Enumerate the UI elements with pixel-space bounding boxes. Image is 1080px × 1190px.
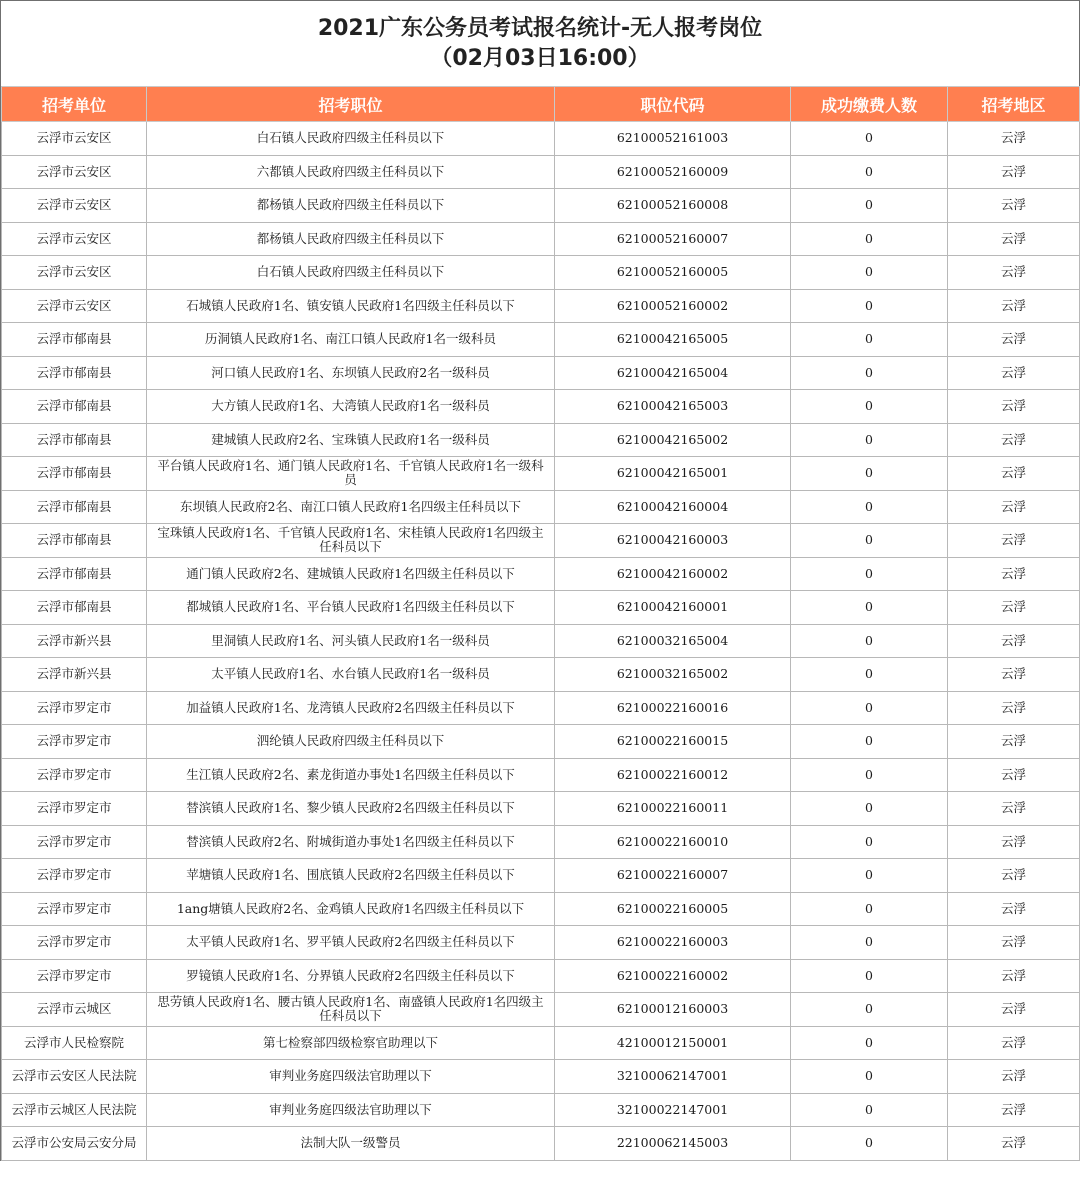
unit-cell: 云浮市云安区 xyxy=(2,189,147,223)
region-cell: 云浮 xyxy=(948,356,1080,390)
paid-count-cell: 0 xyxy=(791,256,948,290)
region-cell: 云浮 xyxy=(948,859,1080,893)
column-header-unit: 招考单位 xyxy=(2,87,147,122)
unit-cell: 云浮市云安区 xyxy=(2,256,147,290)
paid-count-cell: 0 xyxy=(791,1026,948,1060)
table-row xyxy=(2,323,1080,357)
code-cell: 22100062145003 xyxy=(555,1127,791,1161)
paid-count-cell: 0 xyxy=(791,189,948,223)
code-cell: 32100022147001 xyxy=(555,1093,791,1127)
position-cell: 太平镇人民政府1名、水台镇人民政府1名一级科员 xyxy=(147,658,555,692)
table-row xyxy=(2,356,1080,390)
paid-count-cell: 0 xyxy=(791,557,948,591)
unit-cell: 云浮市罗定市 xyxy=(2,725,147,759)
position-cell: 第七检察部四级检察官助理以下 xyxy=(147,1026,555,1060)
column-header-code: 职位代码 xyxy=(555,87,791,122)
paid-count-cell: 0 xyxy=(791,457,948,491)
table-row xyxy=(2,758,1080,792)
table-row xyxy=(2,624,1080,658)
table-row xyxy=(2,993,1080,1027)
unit-cell: 云浮市新兴县 xyxy=(2,624,147,658)
code-cell: 62100032165004 xyxy=(555,624,791,658)
unit-cell: 云浮市郁南县 xyxy=(2,591,147,625)
code-cell: 62100042165003 xyxy=(555,390,791,424)
table-row xyxy=(2,959,1080,993)
position-cell: 都杨镇人民政府四级主任科员以下 xyxy=(147,222,555,256)
position-cell: 石城镇人民政府1名、镇安镇人民政府1名四级主任科员以下 xyxy=(147,289,555,323)
unit-cell: 云浮市郁南县 xyxy=(2,490,147,524)
table-row xyxy=(2,658,1080,692)
code-cell: 62100032165002 xyxy=(555,658,791,692)
paid-count-cell: 0 xyxy=(791,926,948,960)
unit-cell: 云浮市云安区 xyxy=(2,122,147,156)
column-header-region: 招考地区 xyxy=(948,87,1080,122)
position-cell: 通门镇人民政府2名、建城镇人民政府1名四级主任科员以下 xyxy=(147,557,555,591)
region-cell: 云浮 xyxy=(948,691,1080,725)
code-cell: 62100052160005 xyxy=(555,256,791,290)
region-cell: 云浮 xyxy=(948,624,1080,658)
paid-count-cell: 0 xyxy=(791,624,948,658)
position-cell: 苹塘镇人民政府1名、围底镇人民政府2名四级主任科员以下 xyxy=(147,859,555,893)
region-cell: 云浮 xyxy=(948,289,1080,323)
unit-cell: 云浮市郁南县 xyxy=(2,524,147,558)
region-cell: 云浮 xyxy=(948,658,1080,692)
position-cell: 泗纶镇人民政府四级主任科员以下 xyxy=(147,725,555,759)
unit-cell: 云浮市罗定市 xyxy=(2,859,147,893)
region-cell: 云浮 xyxy=(948,825,1080,859)
region-cell: 云浮 xyxy=(948,457,1080,491)
unit-cell: 云浮市罗定市 xyxy=(2,758,147,792)
paid-count-cell: 0 xyxy=(791,725,948,759)
position-cell: 六都镇人民政府四级主任科员以下 xyxy=(147,155,555,189)
paid-count-cell: 0 xyxy=(791,323,948,357)
code-cell: 62100042160002 xyxy=(555,557,791,591)
code-cell: 42100012150001 xyxy=(555,1026,791,1060)
table-row xyxy=(2,892,1080,926)
code-cell: 62100042160003 xyxy=(555,524,791,558)
region-cell: 云浮 xyxy=(948,323,1080,357)
table-row xyxy=(2,155,1080,189)
position-cell: 生江镇人民政府2名、素龙街道办事处1名四级主任科员以下 xyxy=(147,758,555,792)
page-subtitle: （02月03日16:00） xyxy=(430,45,650,71)
code-cell: 62100052160009 xyxy=(555,155,791,189)
code-cell: 62100022160011 xyxy=(555,792,791,826)
paid-count-cell: 0 xyxy=(791,993,948,1027)
table-row xyxy=(2,691,1080,725)
paid-count-cell: 0 xyxy=(791,222,948,256)
paid-count-cell: 0 xyxy=(791,122,948,156)
unit-cell: 云浮市郁南县 xyxy=(2,390,147,424)
code-cell: 62100042165002 xyxy=(555,423,791,457)
paid-count-cell: 0 xyxy=(791,490,948,524)
position-cell: 审判业务庭四级法官助理以下 xyxy=(147,1060,555,1094)
region-cell: 云浮 xyxy=(948,1060,1080,1094)
paid-count-cell: 0 xyxy=(791,1060,948,1094)
paid-count-cell: 0 xyxy=(791,390,948,424)
paid-count-cell: 0 xyxy=(791,356,948,390)
position-cell: 思劳镇人民政府1名、腰古镇人民政府1名、南盛镇人民政府1名四级主任科员以下 xyxy=(147,993,555,1027)
region-cell: 云浮 xyxy=(948,122,1080,156)
region-cell: 云浮 xyxy=(948,390,1080,424)
code-cell: 62100042160001 xyxy=(555,591,791,625)
code-cell: 62100022160003 xyxy=(555,926,791,960)
paid-count-cell: 0 xyxy=(791,591,948,625)
paid-count-cell: 0 xyxy=(791,658,948,692)
region-cell: 云浮 xyxy=(948,959,1080,993)
header-row xyxy=(2,87,1080,122)
table-row xyxy=(2,122,1080,156)
position-cell: 替滨镇人民政府2名、附城街道办事处1名四级主任科员以下 xyxy=(147,825,555,859)
table-row xyxy=(2,825,1080,859)
position-cell: 大方镇人民政府1名、大湾镇人民政府1名一级科员 xyxy=(147,390,555,424)
position-cell: 替滨镇人民政府1名、黎少镇人民政府2名四级主任科员以下 xyxy=(147,792,555,826)
table-row xyxy=(2,490,1080,524)
table-row xyxy=(2,457,1080,491)
table-row xyxy=(2,222,1080,256)
code-cell: 62100022160016 xyxy=(555,691,791,725)
code-cell: 62100042160004 xyxy=(555,490,791,524)
code-cell: 62100022160012 xyxy=(555,758,791,792)
paid-count-cell: 0 xyxy=(791,792,948,826)
unit-cell: 云浮市罗定市 xyxy=(2,691,147,725)
unit-cell: 云浮市罗定市 xyxy=(2,825,147,859)
position-cell: 河口镇人民政府1名、东坝镇人民政府2名一级科员 xyxy=(147,356,555,390)
code-cell: 62100052160007 xyxy=(555,222,791,256)
code-cell: 62100042165004 xyxy=(555,356,791,390)
position-cell: 历洞镇人民政府1名、南江口镇人民政府1名一级科员 xyxy=(147,323,555,357)
position-cell: 罗镜镇人民政府1名、分界镇人民政府2名四级主任科员以下 xyxy=(147,959,555,993)
code-cell: 62100022160015 xyxy=(555,725,791,759)
page-title: 2021广东公务员考试报名统计-无人报考岗位 xyxy=(317,15,763,41)
region-cell: 云浮 xyxy=(948,1127,1080,1161)
title-block xyxy=(1,0,1079,86)
unit-cell: 云浮市云安区 xyxy=(2,289,147,323)
paid-count-cell: 0 xyxy=(791,1093,948,1127)
region-cell: 云浮 xyxy=(948,524,1080,558)
unit-cell: 云浮市罗定市 xyxy=(2,959,147,993)
table-row xyxy=(2,189,1080,223)
column-header-position: 招考职位 xyxy=(147,87,555,122)
vacancy-table xyxy=(1,86,1080,1161)
region-cell: 云浮 xyxy=(948,993,1080,1027)
paid-count-cell: 0 xyxy=(791,524,948,558)
region-cell: 云浮 xyxy=(948,926,1080,960)
unit-cell: 云浮市云城区人民法院 xyxy=(2,1093,147,1127)
table-row xyxy=(2,792,1080,826)
paid-count-cell: 0 xyxy=(791,1127,948,1161)
code-cell: 62100022160002 xyxy=(555,959,791,993)
paid-count-cell: 0 xyxy=(791,758,948,792)
region-cell: 云浮 xyxy=(948,792,1080,826)
region-cell: 云浮 xyxy=(948,1026,1080,1060)
position-cell: 法制大队一级警员 xyxy=(147,1127,555,1161)
paid-count-cell: 0 xyxy=(791,825,948,859)
unit-cell: 云浮市罗定市 xyxy=(2,926,147,960)
table-row xyxy=(2,1026,1080,1060)
unit-cell: 云浮市公安局云安分局 xyxy=(2,1127,147,1161)
table-row xyxy=(2,725,1080,759)
code-cell: 62100022160010 xyxy=(555,825,791,859)
position-cell: 平台镇人民政府1名、通门镇人民政府1名、千官镇人民政府1名一级科员 xyxy=(147,457,555,491)
unit-cell: 云浮市云安区 xyxy=(2,155,147,189)
paid-count-cell: 0 xyxy=(791,959,948,993)
unit-cell: 云浮市郁南县 xyxy=(2,323,147,357)
unit-cell: 云浮市云安区 xyxy=(2,222,147,256)
unit-cell: 云浮市新兴县 xyxy=(2,658,147,692)
unit-cell: 云浮市罗定市 xyxy=(2,792,147,826)
region-cell: 云浮 xyxy=(948,189,1080,223)
table-row xyxy=(2,390,1080,424)
paid-count-cell: 0 xyxy=(791,892,948,926)
region-cell: 云浮 xyxy=(948,490,1080,524)
position-cell: 建城镇人民政府2名、宝珠镇人民政府1名一级科员 xyxy=(147,423,555,457)
table-row xyxy=(2,423,1080,457)
table-row xyxy=(2,524,1080,558)
position-cell: 审判业务庭四级法官助理以下 xyxy=(147,1093,555,1127)
paid-count-cell: 0 xyxy=(791,289,948,323)
region-cell: 云浮 xyxy=(948,892,1080,926)
position-cell: 东坝镇人民政府2名、南江口镇人民政府1名四级主任科员以下 xyxy=(147,490,555,524)
table-row xyxy=(2,1127,1080,1161)
position-cell: 都城镇人民政府1名、平台镇人民政府1名四级主任科员以下 xyxy=(147,591,555,625)
code-cell: 62100052160002 xyxy=(555,289,791,323)
region-cell: 云浮 xyxy=(948,256,1080,290)
region-cell: 云浮 xyxy=(948,725,1080,759)
position-cell: 白石镇人民政府四级主任科员以下 xyxy=(147,122,555,156)
paid-count-cell: 0 xyxy=(791,691,948,725)
table-row xyxy=(2,256,1080,290)
table-row xyxy=(2,1093,1080,1127)
paid-count-cell: 0 xyxy=(791,859,948,893)
unit-cell: 云浮市郁南县 xyxy=(2,457,147,491)
code-cell: 62100022160005 xyxy=(555,892,791,926)
position-cell: 太平镇人民政府1名、罗平镇人民政府2名四级主任科员以下 xyxy=(147,926,555,960)
unit-cell: 云浮市郁南县 xyxy=(2,423,147,457)
unit-cell: 云浮市云安区人民法院 xyxy=(2,1060,147,1094)
position-cell: 加益镇人民政府1名、龙湾镇人民政府2名四级主任科员以下 xyxy=(147,691,555,725)
paid-count-cell: 0 xyxy=(791,155,948,189)
code-cell: 62100022160007 xyxy=(555,859,791,893)
region-cell: 云浮 xyxy=(948,222,1080,256)
unit-cell: 云浮市郁南县 xyxy=(2,356,147,390)
code-cell: 32100062147001 xyxy=(555,1060,791,1094)
table-row xyxy=(2,289,1080,323)
code-cell: 62100052160008 xyxy=(555,189,791,223)
code-cell: 62100012160003 xyxy=(555,993,791,1027)
unit-cell: 云浮市郁南县 xyxy=(2,557,147,591)
position-cell: 1ang塘镇人民政府2名、金鸡镇人民政府1名四级主任科员以下 xyxy=(147,892,555,926)
code-cell: 62100052161003 xyxy=(555,122,791,156)
paid-count-cell: 0 xyxy=(791,423,948,457)
region-cell: 云浮 xyxy=(948,758,1080,792)
column-header-count: 成功缴费人数 xyxy=(791,87,948,122)
position-cell: 都杨镇人民政府四级主任科员以下 xyxy=(147,189,555,223)
table-row xyxy=(2,926,1080,960)
code-cell: 62100042165005 xyxy=(555,323,791,357)
table-row xyxy=(2,859,1080,893)
unit-cell: 云浮市云城区 xyxy=(2,993,147,1027)
code-cell: 62100042165001 xyxy=(555,457,791,491)
region-cell: 云浮 xyxy=(948,557,1080,591)
region-cell: 云浮 xyxy=(948,1093,1080,1127)
table-row xyxy=(2,557,1080,591)
region-cell: 云浮 xyxy=(948,423,1080,457)
position-cell: 白石镇人民政府四级主任科员以下 xyxy=(147,256,555,290)
position-cell: 里洞镇人民政府1名、河头镇人民政府1名一级科员 xyxy=(147,624,555,658)
unit-cell: 云浮市罗定市 xyxy=(2,892,147,926)
region-cell: 云浮 xyxy=(948,591,1080,625)
unit-cell: 云浮市人民检察院 xyxy=(2,1026,147,1060)
table-row xyxy=(2,1060,1080,1094)
table-row xyxy=(2,591,1080,625)
region-cell: 云浮 xyxy=(948,155,1080,189)
position-cell: 宝珠镇人民政府1名、千官镇人民政府1名、宋桂镇人民政府1名四级主任科员以下 xyxy=(147,524,555,558)
